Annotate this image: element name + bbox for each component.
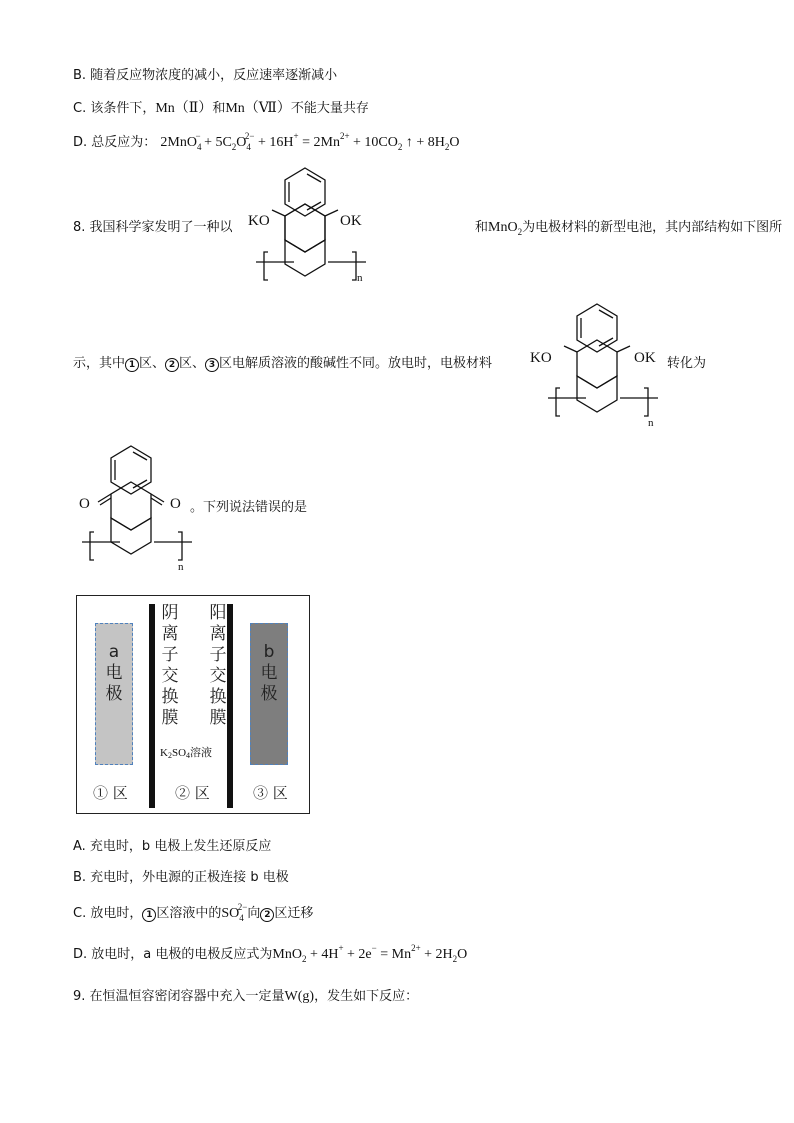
q9-prefix: 9. 在恒温恒容密闭容器中充入一定量 bbox=[73, 989, 285, 1004]
cation-char-2: 离 bbox=[209, 624, 227, 644]
anion-char-4: 交 bbox=[161, 666, 179, 686]
question-8-line1 bbox=[73, 219, 233, 237]
anion-char-5: 换 bbox=[161, 687, 179, 707]
choice-a: A. 充电时，b 电极上发生还原反应 bbox=[73, 839, 272, 854]
zone-1-label bbox=[93, 782, 128, 803]
o-label-right: O bbox=[170, 496, 181, 512]
o-label-left: O bbox=[79, 496, 90, 512]
zone-3-label bbox=[253, 782, 288, 803]
anion-membrane-label bbox=[160, 603, 180, 729]
choice-d-prefix: D. 放电时，a 电极的电极反应式为 bbox=[73, 947, 273, 962]
mn-vii: Mn（Ⅶ） bbox=[225, 101, 291, 116]
ko-label-2: KO bbox=[530, 350, 552, 366]
choice-c bbox=[73, 902, 314, 923]
option-b: B. 随着反应物浓度的减小，反应速率逐渐减小 bbox=[73, 68, 338, 83]
anion-char-2: 离 bbox=[161, 624, 179, 644]
n-subscript-2: n bbox=[648, 417, 654, 429]
choice-c-middle: 区溶液中的 bbox=[156, 906, 222, 921]
polymer-brackets-2 bbox=[546, 376, 666, 421]
electrode-equation: $MnO_2 + 4H^+ + 2e^- = Mn^{2+} + 2H_2O$ bbox=[272, 943, 468, 964]
question-9 bbox=[73, 988, 418, 1006]
mno2-formula: MnO$_2$ bbox=[488, 220, 523, 237]
b-ji-char: 极 bbox=[260, 684, 278, 704]
option-c bbox=[73, 100, 369, 118]
n-subscript-1: n bbox=[357, 272, 363, 284]
n-subscript-3: n bbox=[178, 561, 184, 573]
question-8-line2 bbox=[73, 355, 492, 373]
cation-char-1: 阳 bbox=[209, 603, 227, 623]
cation-char-4: 交 bbox=[209, 666, 227, 686]
q9-species: W bbox=[284, 989, 298, 1004]
q9-suffix: ，发生如下反应： bbox=[314, 989, 419, 1004]
q8-line2-prefix: 示，其中 bbox=[73, 356, 126, 371]
k2so4-solution-label: $K_2SO_4$溶液 bbox=[160, 746, 213, 760]
q8-line2-suffix: 转化为 bbox=[667, 356, 707, 371]
zone-1-marker: 1 bbox=[125, 358, 139, 372]
option-c-prefix: C. 该条件下， bbox=[73, 101, 156, 116]
choice-c-suffix: 区迁移 bbox=[274, 906, 314, 921]
total-equation: $2MnO_4^- + 5C_2O_4^{2-} + 16H^+ = 2Mn^{2+} + 10CO_2$ ↑ + $8H_2O$ bbox=[160, 131, 460, 152]
mno2-text: MnO bbox=[488, 220, 518, 235]
ok-label-2: OK bbox=[634, 350, 656, 366]
question-8-line1-rest bbox=[475, 219, 782, 237]
zone-1-word: 区 bbox=[112, 784, 128, 802]
zone-3-marker: 3 bbox=[205, 358, 219, 372]
zone-3-symbol: ③ bbox=[253, 784, 269, 802]
choice-c-to: 向 bbox=[247, 906, 261, 921]
anion-membrane bbox=[149, 604, 155, 808]
a-electrode-label bbox=[104, 642, 124, 705]
zone-3-text: 区电解质溶液的酸碱性不同。放电时，电极材料 bbox=[219, 356, 493, 371]
choice-c-zone-1: 1 bbox=[142, 908, 156, 922]
choice-d bbox=[73, 943, 468, 964]
q9-state: (g) bbox=[297, 989, 315, 1004]
anion-char-6: 膜 bbox=[161, 708, 179, 728]
option-c-and: 和 bbox=[212, 101, 226, 116]
zone-1-symbol: ① bbox=[93, 784, 109, 802]
cation-char-3: 子 bbox=[209, 645, 227, 665]
solution-so: SO bbox=[171, 747, 187, 759]
ko-label: KO bbox=[248, 213, 270, 229]
zone-2-label bbox=[175, 782, 210, 803]
option-c-suffix: 不能大量共存 bbox=[290, 101, 369, 116]
q8-suffix: 为电极材料的新型电池，其内部结构如下图所 bbox=[522, 220, 783, 235]
zone-2-marker: 2 bbox=[165, 358, 179, 372]
zone-1-text: 区、 bbox=[139, 356, 166, 371]
b-dian-char: 电 bbox=[260, 663, 278, 683]
q8-and: 和 bbox=[475, 220, 489, 235]
b-char: b bbox=[263, 642, 275, 662]
cation-char-6: 膜 bbox=[209, 708, 227, 728]
anion-char-3: 子 bbox=[161, 645, 179, 665]
anion-char-1: 阴 bbox=[161, 603, 179, 623]
polymer-brackets-1 bbox=[254, 240, 374, 285]
choice-c-prefix: C. 放电时， bbox=[73, 906, 143, 921]
cation-char-5: 换 bbox=[209, 687, 227, 707]
choice-c-zone-2: 2 bbox=[260, 908, 274, 922]
q8-line3: 。下列说法错误的是 bbox=[190, 500, 308, 515]
option-d bbox=[73, 131, 460, 152]
zone-2-word: 区 bbox=[194, 784, 210, 802]
b-electrode-label bbox=[259, 642, 279, 705]
q8-prefix: 8. 我国科学家发明了一种以 bbox=[73, 220, 233, 235]
cation-membrane-label bbox=[208, 603, 228, 729]
ok-label: OK bbox=[340, 213, 362, 229]
option-d-prefix: D. 总反应为： bbox=[73, 135, 157, 150]
solution-text: 溶液 bbox=[190, 746, 213, 759]
zone-3-word: 区 bbox=[272, 784, 288, 802]
a-char: a bbox=[108, 642, 120, 662]
solution-k: K bbox=[160, 747, 168, 759]
zone-2-text: 区、 bbox=[179, 356, 206, 371]
sulfate-ion: $SO_4^{2-}$ bbox=[221, 902, 248, 923]
choice-b: B. 充电时，外电源的正极连接 b 电极 bbox=[73, 870, 289, 885]
a-dian-char: 电 bbox=[105, 663, 123, 683]
a-ji-char: 极 bbox=[105, 684, 123, 704]
mn-ii: Mn（Ⅱ） bbox=[155, 101, 213, 116]
polymer-brackets-3 bbox=[80, 520, 200, 565]
zone-2-symbol: ② bbox=[175, 784, 191, 802]
